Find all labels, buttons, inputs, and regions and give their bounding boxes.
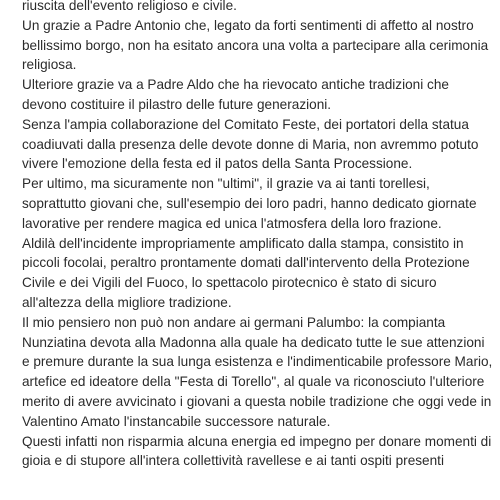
paragraph-fireworks: Aldilà dell'incidente impropriamente amplificato dalla stampa, consistito in piccoli focolai, peraltro prontamente domati dall'intervento della Protezione Civile e dei Vigili del Fuoco, lo spettacolo pirotecnico è stato di sicuro all'altezza della migliore tradizione. bbox=[22, 235, 470, 310]
paragraph-valentino-amato: Questi infatti non risparmia alcuna energia ed impegno per donare momenti di gioia e di stupore all'intera collettività ravellese e ai tanti ospiti presenti bbox=[22, 433, 492, 469]
paragraph-comitato-feste: Senza l'ampia collaborazione del Comitato Feste, dei portatori della statua coadiuvati dalla presenza delle devote donne di Maria, non avremmo potuto vivere l'emozione della festa ed il patos della Santa Processione. bbox=[22, 116, 479, 172]
article-body bbox=[22, 0, 494, 471]
paragraph-event-outcome: riuscita dell'evento religioso e civile. bbox=[22, 0, 237, 13]
paragraph-torellesi: Per ultimo, ma sicuramente non "ultimi", il grazie va ai tanti torellesi, soprattutto giovani che, sull'esempio dei loro padri, hanno dedicato giornate lavorative per rendere magica ed unica l'atmosfera della loro frazione. bbox=[22, 176, 477, 231]
paragraph-padre-aldo: Ulteriore grazie va a Padre Aldo che ha rievocato antiche tradizioni che devono costituire il pilastro delle future generazioni. bbox=[22, 77, 449, 112]
paragraph-padre-antonio: Un grazie a Padre Antonio che, legato da forti sentimenti di affetto al nostro bellissimo borgo, non ha esitato ancora una volta a partecipare alla cerimonia religiosa. bbox=[22, 17, 489, 73]
paragraph-palumbo: Il mio pensiero non può non andare ai germani Palumbo: la compianta Nunziatina devota alla Madonna alla quale ha dedicato tutte le sue attenzioni e premure durante la sua lunga esistenza e l'indimenticabile professore Mario, artefice ed ideatore della "Festa di Torello", al quale va riconosciuto l'ulteriore merito di avere avvicinato i giovani a questa nobile tradizione che oggi vede in Valentino Amato l'instancabile successore naturale. bbox=[22, 314, 493, 429]
